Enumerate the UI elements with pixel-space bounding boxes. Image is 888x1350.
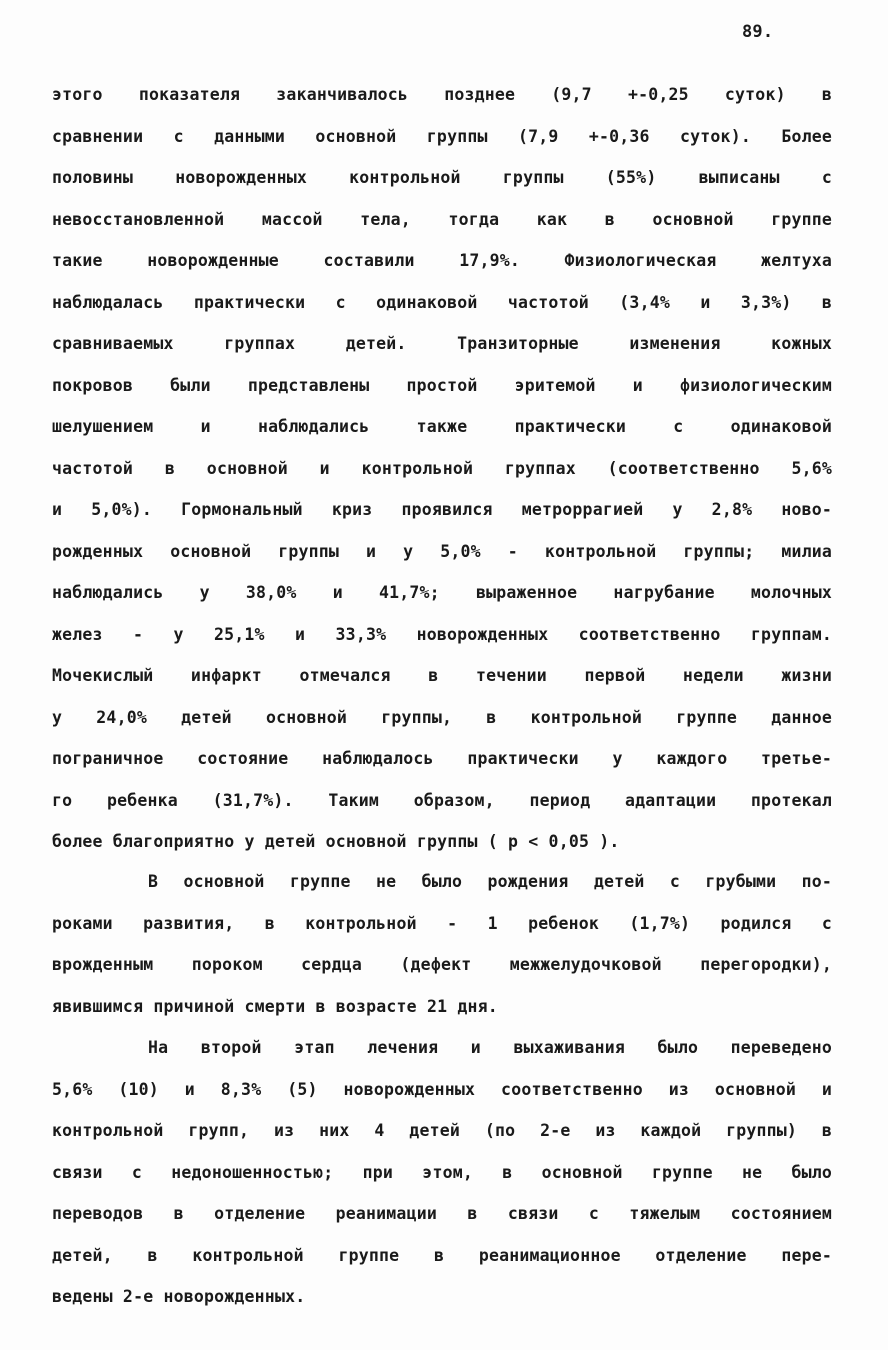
- text-line: На второй этап лечения и выхаживания было переведено: [148, 1038, 832, 1057]
- text-line: рожденных основной группы и у 5,0% - контрольной группы; милиа: [52, 541, 832, 561]
- text-line: Мочекислый инфаркт отмечался в течении первой недели жизни: [52, 666, 832, 685]
- text-line: желез - у 25,1% и 33,3% новорожденных соответственно группам.: [52, 624, 832, 644]
- text-line: шелушением и наблюдались также практически с одинаковой: [52, 417, 832, 436]
- text-line: у 24,0% детей основной группы, в контрольной группе данное: [52, 707, 832, 727]
- text-line: наблюдались у 38,0% и 41,7%; выраженное нагрубание молочных: [52, 583, 832, 602]
- text-line: связи с недоношенностью; при этом, в основной группе не было: [52, 1162, 832, 1182]
- text-line: частотой в основной и контрольной группах (соответственно 5,6%: [52, 458, 832, 478]
- page-number: 89.: [742, 22, 774, 42]
- text-line: В основной группе не было рождения детей с грубыми по-: [148, 872, 832, 891]
- text-line: половины новорожденных контрольной группы (55%) выписаны с: [52, 168, 832, 187]
- text-line: явившимся причиной смерти в возрасте 21 дня.: [52, 996, 498, 1016]
- text-line: сравнении с данными основной группы (7,9 +-0,36 суток). Более: [52, 126, 832, 146]
- text-line: сравниваемых группах детей. Транзиторные изменения кожных: [52, 334, 832, 353]
- text-line: такие новорожденные составили 17,9%. Физиологическая желтуха: [52, 251, 832, 270]
- text-line: ведены 2-е новорожденных.: [52, 1287, 306, 1306]
- text-line: этого показателя заканчивалось позднее (9,7 +-0,25 суток) в: [52, 85, 832, 104]
- text-line: 5,6% (10) и 8,3% (5) новорожденных соответственно из основной и: [52, 1079, 832, 1099]
- paragraph-1: [52, 74, 832, 863]
- text-line: детей, в контрольной группе в реанимационное отделение пере-: [52, 1245, 832, 1265]
- text-line: контрольной групп, из них 4 детей (по 2-е из каждой группы) в: [52, 1121, 832, 1140]
- text-line: пограничное состояние наблюдалось практически у каждого третье-: [52, 749, 832, 768]
- paragraph-3: [52, 1027, 832, 1318]
- text-line: и 5,0%). Гормональный криз проявился метроррагией у 2,8% ново-: [52, 500, 832, 519]
- paragraph-2: [52, 861, 832, 1027]
- text-line: наблюдалась практически с одинаковой частотой (3,4% и 3,3%) в: [52, 292, 832, 312]
- text-line: врожденным пороком сердца (дефект межжелудочковой перегородки),: [52, 955, 832, 974]
- text-line: го ребенка (31,7%). Таким образом, период адаптации протекал: [52, 790, 832, 810]
- text-line: более благоприятно у детей основной группы ( p < 0,05 ).: [52, 832, 620, 851]
- text-line: невосстановленной массой тела, тогда как в основной группе: [52, 209, 832, 229]
- text-line: переводов в отделение реанимации в связи с тяжелым состоянием: [52, 1204, 832, 1223]
- text-line: покровов были представлены простой эритемой и физиологическим: [52, 375, 832, 395]
- text-line: роками развития, в контрольной - 1 ребенок (1,7%) родился с: [52, 913, 832, 933]
